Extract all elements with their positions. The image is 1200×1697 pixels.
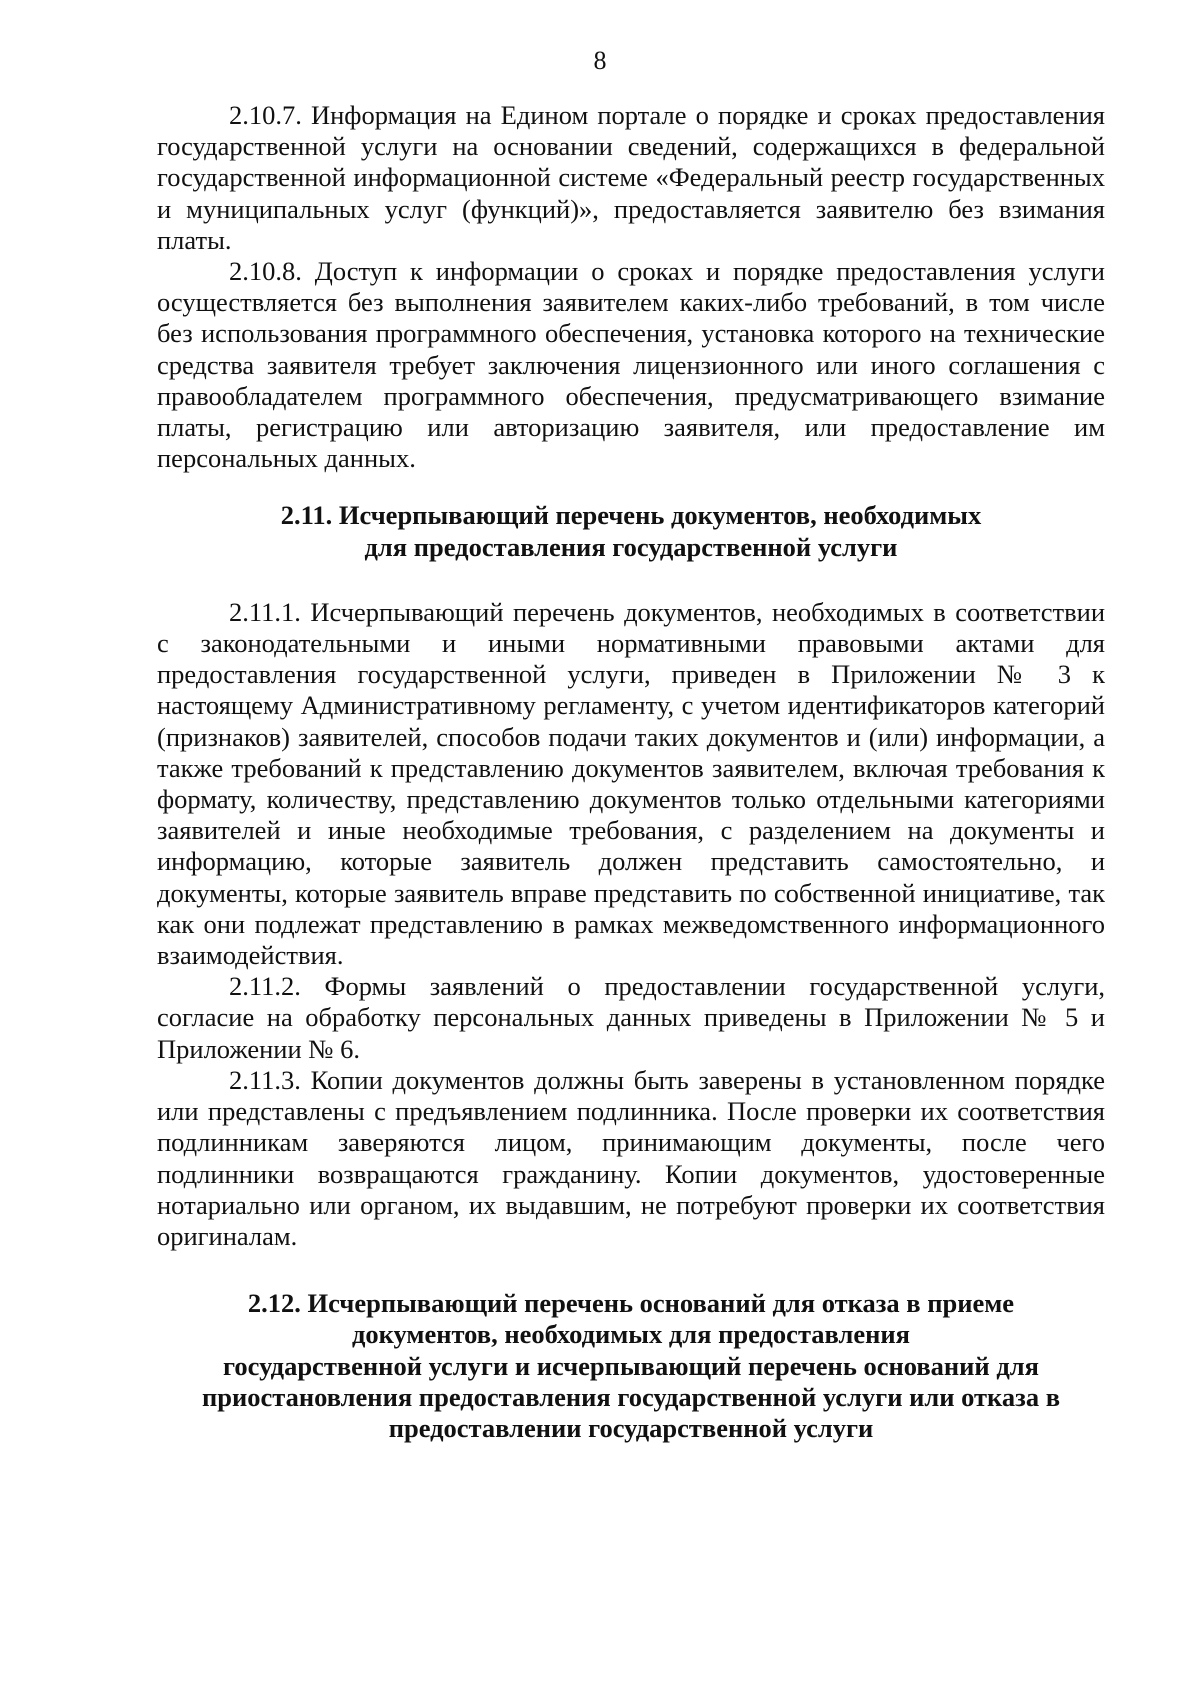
page-number: 8 (593, 46, 607, 75)
paragraph-2-11-3: 2.11.3. Копии документов должны быть заверены в установленном порядке или представлены с предъявлением подлинника. После проверки их соответствия подлинникам заверяются лицом, принимающим документы, после чего подлинники возвращаются гражданину. Копии документов, удостоверенные нотариально или органом, их выдавшим, не потребуют проверки их соответствия оригиналам. (157, 1064, 1105, 1251)
paragraph-2-11-2: 2.11.2. Формы заявлений о предоставлении государственной услуги, согласие на обработку персональных данных приведены в Приложении № 5 и Приложении № 6. (157, 971, 1105, 1064)
document-body (157, 100, 1105, 1444)
heading-line: для предоставления государственной услуги (364, 531, 898, 562)
paragraph-2-10-8: 2.10.8. Доступ к информации о сроках и порядке предоставления услуги осуществляется без выполнения заявителем каких-либо требований, в том числе без использования программного обеспечения, установка которого на технические средства заявителя требует заключения лицензионного или иного соглашения с правообладателем программного обеспечения, предусматривающего взимание платы, регистрацию или авторизацию заявителя, или предоставление им персональных данных. (157, 256, 1105, 474)
heading-line: 2.11. Исчерпывающий перечень документов, необходимых (280, 500, 982, 531)
paragraph-2-10-7: 2.10.7. Информация на Едином портале о порядке и сроках предоставления государственной услуги на основании сведений, содержащихся в федеральной государственной информационной системе «Федеральный реестр государственных и муниципальных услуг (функций)», предоставляется заявителю без взимания платы. (157, 100, 1105, 255)
section-2-12-heading (157, 1288, 1105, 1444)
heading-line: государственной услуги и исчерпывающий перечень оснований для (223, 1350, 1039, 1381)
section-2-11-heading (157, 500, 1105, 562)
heading-line: документов, необходимых для предоставления (351, 1319, 910, 1350)
heading-line: приостановления предоставления государственной услуги или отказа в (201, 1381, 1061, 1412)
heading-line: 2.12. Исчерпывающий перечень оснований для отказа в приеме (247, 1288, 1015, 1319)
paragraph-2-11-1: 2.11.1. Исчерпывающий перечень документов, необходимых в соответствии с законодательными и иными нормативными правовыми актами для предоставления государственной услуги, приведен в Приложении № 3 к настоящему Административному регламенту, с учетом идентификаторов категорий (признаков) заявителей, способов подачи таких документов и (или) информации, а также требований к представлению документов заявителем, включая требования к формату, количеству, представлению документов только отдельными категориями заявителей и иные необходимые требования, с разделением на документы и информацию, которые заявитель должен представить самостоятельно, и документы, которые заявитель вправе представить по собственной инициативе, так как они подлежат представлению в рамках межведомственного информационного взаимодействия. (157, 596, 1105, 971)
heading-line: предоставлении государственной услуги (388, 1412, 874, 1443)
